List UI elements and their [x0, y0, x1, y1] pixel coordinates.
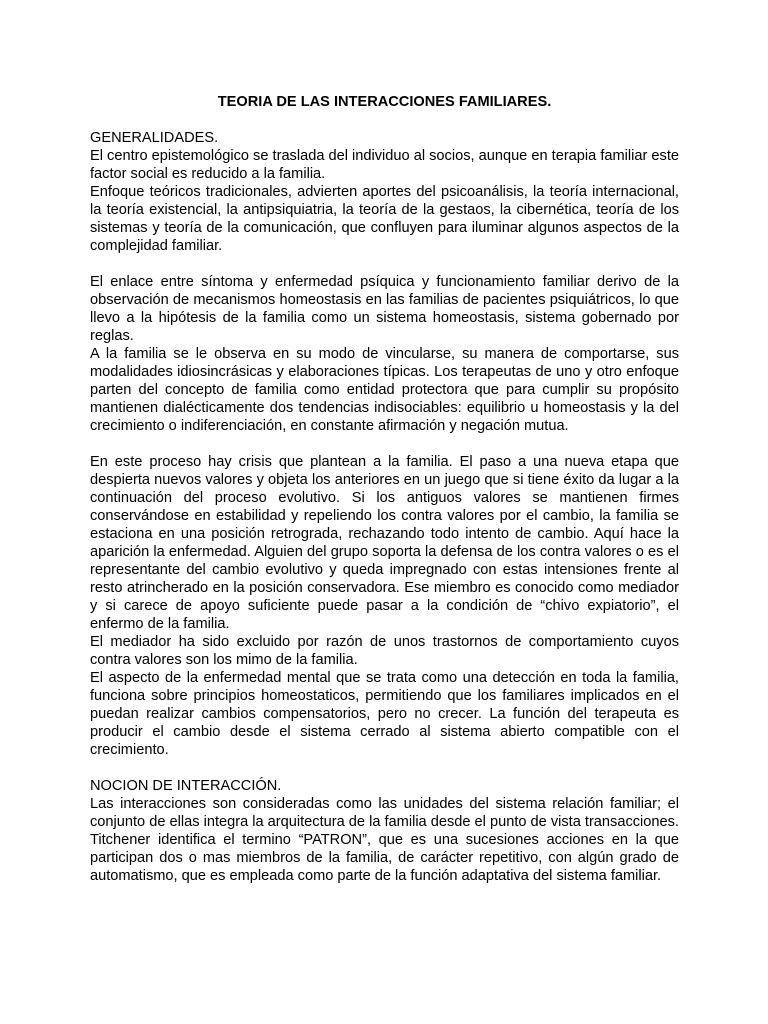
- paragraph: El enlace entre síntoma y enfermedad psíquica y funcionamiento familiar derivo de la observación de mecanismos homeostasis en las familias de pacientes psiquiátricos, lo que llevo a la hipótesis de la familia como un sistema homeostasis, sistema gobernado por reglas.: [90, 274, 679, 344]
- paragraph: A la familia se le observa en su modo de vincularse, su manera de comportarse, sus modalidades idiosincrásicas y elaboraciones típicas. Los terapeutas de uno y otro enfoque parten del concepto de familia como entidad protectora que para cumplir su propósito mantienen dialécticamente dos tendencias indisociables: equilibrio u homeostasis y la del crecimiento o indiferenciación, en constante afirmación y negación mutua.: [90, 346, 679, 434]
- paragraph-spacer: [90, 435, 679, 453]
- paragraph: En este proceso hay crisis que plantean a la familia. El paso a una nueva etapa que despierta nuevos valores y objeta los anteriores en un juego que si tiene éxito da lugar a la continuación del proceso evolutivo. Si los antiguos valores se mantienen firmes conservándose en estabilidad y repeliendo los contra valores por el cambio, la familia se estaciona en una posición retrograda, rechazando todo intento de cambio. Aquí hace la aparición la enfermedad. Alguien del grupo soporta la defensa de los contra valores o es el representante del cambio evolutivo y queda impregnado con estas intensiones frente al resto atrincherado en la posición conservadora. Ese miembro es conocido como mediador y si carece de apoyo suficiente puede pasar a la condición de “chivo expiatorio”, el enfermo de la familia.: [90, 454, 679, 632]
- paragraph: El centro epistemológico se traslada del individuo al socios, aunque en terapia familiar este factor social es reducido a la familia.: [90, 148, 679, 182]
- paragraph-spacer: [90, 759, 679, 777]
- section-heading-generalidades: GENERALIDADES.: [90, 130, 219, 146]
- document-page: [90, 93, 679, 885]
- paragraph: El mediador ha sido excluido por razón de unos trastornos de comportamiento cuyos contra valores son los mimo de la familia.: [90, 634, 679, 668]
- paragraph: Las interacciones son consideradas como las unidades del sistema relación familiar; el conjunto de ellas integra la arquitectura de la familia desde el punto de vista transacciones. Titchener identifica el termino “PATRON”, que es una sucesiones acciones en la que participan dos o mas miembros de la familia, de carácter repetitivo, con algún grado de automatismo, que es empleada como parte de la función adaptativa del sistema familiar.: [90, 796, 679, 884]
- paragraph: Enfoque teóricos tradicionales, advierten aportes del psicoanálisis, la teoría internacional, la teoría existencial, la antipsiquiatria, la teoría de la gestaos, la cibernética, teoría de los sistemas y teoría de la comunicación, que confluyen para iluminar algunos aspectos de la complejidad familiar.: [90, 184, 679, 254]
- section-heading-nocion-de-interaccion: NOCION DE INTERACCIÓN.: [90, 778, 282, 794]
- document-title: TEORIA DE LAS INTERACCIONES FAMILIARES.: [217, 94, 552, 110]
- paragraph: El aspecto de la enfermedad mental que se trata como una detección en toda la familia, funciona sobre principios homeostaticos, permitiendo que los familiares implicados en el puedan realizar cambios compensatorios, pero no crecer. La función del terapeuta es producir el cambio desde el sistema cerrado al sistema abierto compatible con el crecimiento.: [90, 670, 679, 758]
- paragraph-spacer: [90, 255, 679, 273]
